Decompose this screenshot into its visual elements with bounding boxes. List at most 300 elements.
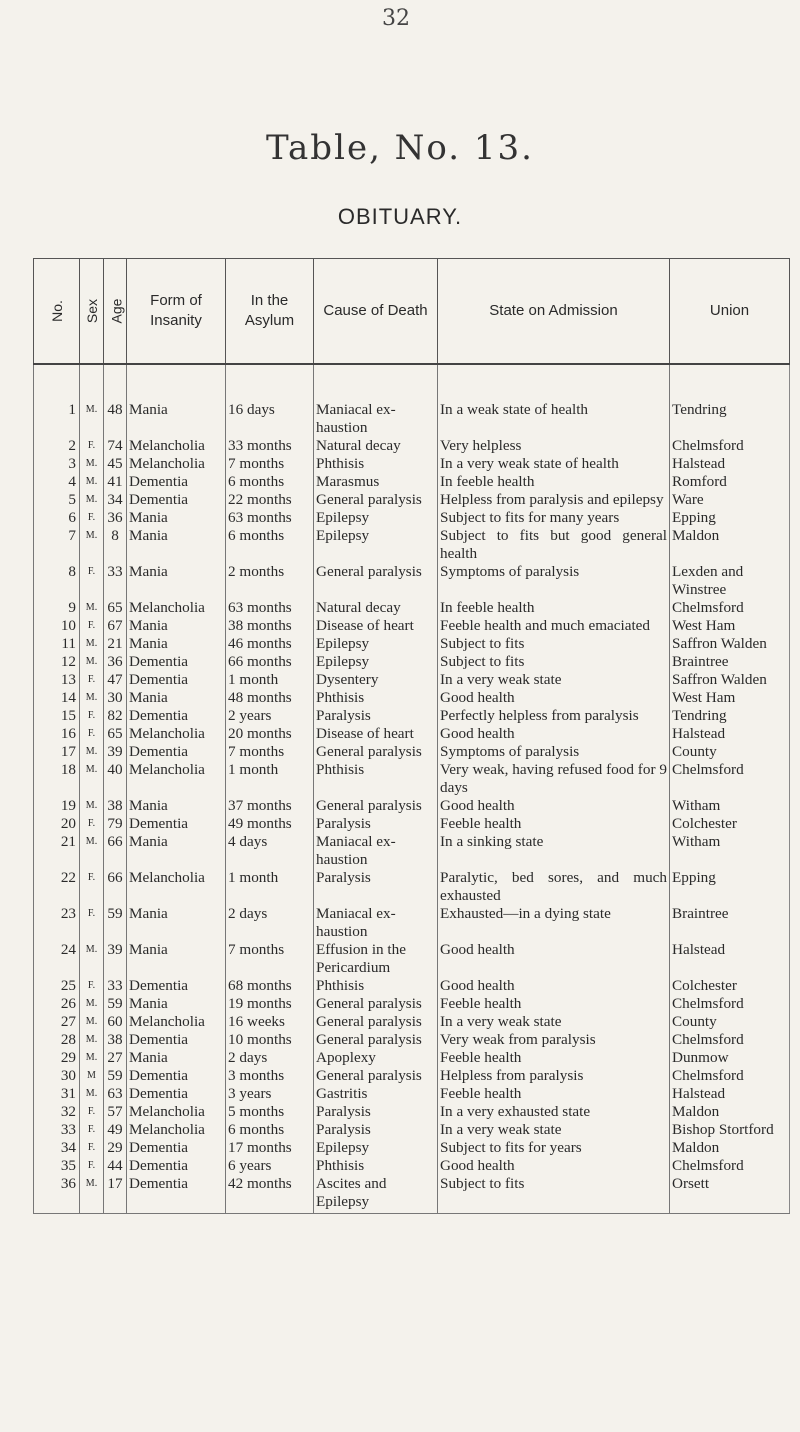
cell-state-on-admission: Good health — [438, 1157, 670, 1175]
cell-form-of-insanity: Melancholia — [127, 599, 226, 617]
cell-cause-of-death: Epilepsy — [314, 653, 438, 671]
cell-row-number: 2 — [34, 437, 80, 455]
cell-time-in-asylum: 7 months — [226, 743, 314, 761]
cell-row-number: 9 — [34, 599, 80, 617]
cell-state-on-admission: Helpless from paralysis — [438, 1067, 670, 1085]
cell-row-number: 22 — [34, 869, 80, 905]
cell-cause-of-death: Paralysis — [314, 815, 438, 833]
column-header-asylum: In the Asylum — [226, 259, 314, 365]
cell-form-of-insanity: Dementia — [127, 1085, 226, 1103]
cell-row-number: 23 — [34, 905, 80, 941]
cell-sex: F. — [80, 869, 104, 905]
table-row — [34, 527, 790, 563]
cell-row-number: 36 — [34, 1175, 80, 1214]
cell-union: County — [670, 743, 790, 761]
cell-age: 33 — [104, 563, 127, 599]
cell-form-of-insanity: Dementia — [127, 473, 226, 491]
cell-state-on-admission: In a weak state of health — [438, 364, 670, 437]
table-row — [34, 599, 790, 617]
cell-state-on-admission: Subject to fits but good general health — [438, 527, 670, 563]
cell-time-in-asylum: 3 years — [226, 1085, 314, 1103]
cell-union: Dunmow — [670, 1049, 790, 1067]
cell-union: Braintree — [670, 653, 790, 671]
cell-age: 33 — [104, 977, 127, 995]
cell-age: 63 — [104, 1085, 127, 1103]
table-row — [34, 671, 790, 689]
cell-age: 38 — [104, 1031, 127, 1049]
cell-row-number: 15 — [34, 707, 80, 725]
cell-age: 57 — [104, 1103, 127, 1121]
cell-row-number: 31 — [34, 1085, 80, 1103]
cell-row-number: 8 — [34, 563, 80, 599]
cell-form-of-insanity: Mania — [127, 617, 226, 635]
cell-time-in-asylum: 1 month — [226, 671, 314, 689]
cell-union: Ware — [670, 491, 790, 509]
table-row — [34, 1121, 790, 1139]
column-header-form: Form of Insanity — [127, 259, 226, 365]
cell-cause-of-death: Paralysis — [314, 707, 438, 725]
cell-sex: F. — [80, 1121, 104, 1139]
table-row — [34, 509, 790, 527]
cell-time-in-asylum: 42 months — [226, 1175, 314, 1214]
table-row — [34, 1067, 790, 1085]
table-row — [34, 707, 790, 725]
cell-time-in-asylum: 7 months — [226, 455, 314, 473]
cell-cause-of-death: Epilepsy — [314, 527, 438, 563]
cell-form-of-insanity: Dementia — [127, 707, 226, 725]
cell-form-of-insanity: Mania — [127, 833, 226, 869]
cell-time-in-asylum: 2 days — [226, 905, 314, 941]
cell-sex: F. — [80, 437, 104, 455]
cell-sex: F. — [80, 977, 104, 995]
cell-state-on-admission: Subject to fits — [438, 635, 670, 653]
table-row — [34, 491, 790, 509]
cell-union: Maldon — [670, 527, 790, 563]
cell-state-on-admission: Symptoms of paralysis — [438, 563, 670, 599]
cell-form-of-insanity: Dementia — [127, 743, 226, 761]
table-row — [34, 797, 790, 815]
cell-form-of-insanity: Dementia — [127, 491, 226, 509]
cell-form-of-insanity: Dementia — [127, 1139, 226, 1157]
table-row — [34, 869, 790, 905]
cell-state-on-admission: In feeble health — [438, 473, 670, 491]
cell-state-on-admission: Feeble health — [438, 1049, 670, 1067]
cell-time-in-asylum: 49 months — [226, 815, 314, 833]
cell-form-of-insanity: Melancholia — [127, 1013, 226, 1031]
column-header-age: Age — [104, 259, 127, 365]
cell-union: West Ham — [670, 689, 790, 707]
cell-row-number: 10 — [34, 617, 80, 635]
cell-union: Colchester — [670, 977, 790, 995]
table-row — [34, 1085, 790, 1103]
table-subheading: OBITUARY. — [337, 204, 463, 229]
cell-row-number: 17 — [34, 743, 80, 761]
cell-union: Chelmsford — [670, 1157, 790, 1175]
cell-sex: M. — [80, 1013, 104, 1031]
cell-cause-of-death: Maniacal ex-haustion — [314, 364, 438, 437]
cell-union: Maldon — [670, 1139, 790, 1157]
cell-cause-of-death: Paralysis — [314, 1121, 438, 1139]
cell-cause-of-death: Marasmus — [314, 473, 438, 491]
cell-age: 67 — [104, 617, 127, 635]
cell-age: 48 — [104, 364, 127, 437]
cell-age: 47 — [104, 671, 127, 689]
table-row — [34, 1157, 790, 1175]
column-header-union: Union — [670, 259, 790, 365]
cell-form-of-insanity: Mania — [127, 527, 226, 563]
cell-cause-of-death: Disease of heart — [314, 725, 438, 743]
cell-form-of-insanity: Melancholia — [127, 1121, 226, 1139]
cell-age: 41 — [104, 473, 127, 491]
cell-row-number: 12 — [34, 653, 80, 671]
cell-row-number: 20 — [34, 815, 80, 833]
cell-sex: F. — [80, 617, 104, 635]
page-number: 32 — [382, 6, 410, 31]
cell-age: 49 — [104, 1121, 127, 1139]
table-row — [34, 437, 790, 455]
cell-sex: M. — [80, 653, 104, 671]
table-body — [34, 364, 790, 1214]
cell-union: Saffron Walden — [670, 671, 790, 689]
cell-row-number: 24 — [34, 941, 80, 977]
table-row — [34, 815, 790, 833]
cell-sex: F. — [80, 563, 104, 599]
cell-form-of-insanity: Melancholia — [127, 725, 226, 743]
cell-form-of-insanity: Mania — [127, 689, 226, 707]
cell-form-of-insanity: Mania — [127, 635, 226, 653]
cell-cause-of-death: Phthisis — [314, 761, 438, 797]
cell-sex: F. — [80, 815, 104, 833]
cell-cause-of-death: Paralysis — [314, 869, 438, 905]
cell-age: 66 — [104, 869, 127, 905]
cell-row-number: 4 — [34, 473, 80, 491]
cell-form-of-insanity: Dementia — [127, 671, 226, 689]
cell-union: Halstead — [670, 1085, 790, 1103]
cell-time-in-asylum: 48 months — [226, 689, 314, 707]
cell-state-on-admission: Good health — [438, 977, 670, 995]
cell-state-on-admission: Helpless from paralysis and epilepsy — [438, 491, 670, 509]
cell-state-on-admission: Exhausted—in a dying state — [438, 905, 670, 941]
cell-form-of-insanity: Mania — [127, 941, 226, 977]
cell-row-number: 35 — [34, 1157, 80, 1175]
cell-union: Witham — [670, 797, 790, 815]
cell-form-of-insanity: Dementia — [127, 1157, 226, 1175]
cell-state-on-admission: Paralytic, bed sores, and much exhausted — [438, 869, 670, 905]
cell-time-in-asylum: 6 years — [226, 1157, 314, 1175]
cell-sex: M. — [80, 761, 104, 797]
cell-union: Chelmsford — [670, 761, 790, 797]
cell-age: 44 — [104, 1157, 127, 1175]
cell-cause-of-death: General paralysis — [314, 1031, 438, 1049]
cell-state-on-admission: Feeble health — [438, 1085, 670, 1103]
cell-form-of-insanity: Melancholia — [127, 455, 226, 473]
cell-time-in-asylum: 22 months — [226, 491, 314, 509]
cell-time-in-asylum: 66 months — [226, 653, 314, 671]
cell-age: 59 — [104, 1067, 127, 1085]
cell-sex: F. — [80, 707, 104, 725]
cell-state-on-admission: In feeble health — [438, 599, 670, 617]
cell-form-of-insanity: Dementia — [127, 653, 226, 671]
cell-union: Braintree — [670, 905, 790, 941]
cell-cause-of-death: Natural decay — [314, 599, 438, 617]
cell-time-in-asylum: 6 months — [226, 1121, 314, 1139]
cell-sex: F. — [80, 671, 104, 689]
obituary-table — [33, 258, 790, 1214]
cell-cause-of-death: Maniacal ex-haustion — [314, 833, 438, 869]
cell-time-in-asylum: 2 months — [226, 563, 314, 599]
cell-form-of-insanity: Mania — [127, 905, 226, 941]
cell-row-number: 11 — [34, 635, 80, 653]
cell-union: Saffron Walden — [670, 635, 790, 653]
cell-cause-of-death: Natural decay — [314, 437, 438, 455]
cell-state-on-admission: Subject to fits for many years — [438, 509, 670, 527]
cell-age: 60 — [104, 1013, 127, 1031]
cell-time-in-asylum: 68 months — [226, 977, 314, 995]
cell-state-on-admission: Very weak from paralysis — [438, 1031, 670, 1049]
cell-age: 45 — [104, 455, 127, 473]
cell-row-number: 14 — [34, 689, 80, 707]
cell-cause-of-death: Paralysis — [314, 1103, 438, 1121]
table-row — [34, 1031, 790, 1049]
cell-age: 59 — [104, 995, 127, 1013]
cell-age: 65 — [104, 725, 127, 743]
cell-age: 29 — [104, 1139, 127, 1157]
cell-age: 82 — [104, 707, 127, 725]
cell-age: 36 — [104, 653, 127, 671]
cell-age: 40 — [104, 761, 127, 797]
cell-form-of-insanity: Mania — [127, 563, 226, 599]
cell-age: 39 — [104, 941, 127, 977]
cell-form-of-insanity: Melancholia — [127, 761, 226, 797]
cell-sex: M. — [80, 1049, 104, 1067]
cell-union: Chelmsford — [670, 995, 790, 1013]
cell-cause-of-death: Phthisis — [314, 455, 438, 473]
cell-form-of-insanity: Melancholia — [127, 869, 226, 905]
cell-sex: M — [80, 1067, 104, 1085]
cell-union: Orsett — [670, 1175, 790, 1214]
table-row — [34, 1103, 790, 1121]
table-row — [34, 689, 790, 707]
cell-sex: M. — [80, 1031, 104, 1049]
cell-cause-of-death: Ascites and Epilepsy — [314, 1175, 438, 1214]
cell-cause-of-death: Phthisis — [314, 689, 438, 707]
cell-time-in-asylum: 2 years — [226, 707, 314, 725]
cell-time-in-asylum: 16 weeks — [226, 1013, 314, 1031]
cell-time-in-asylum: 63 months — [226, 509, 314, 527]
cell-row-number: 34 — [34, 1139, 80, 1157]
cell-row-number: 25 — [34, 977, 80, 995]
cell-time-in-asylum: 3 months — [226, 1067, 314, 1085]
cell-time-in-asylum: 19 months — [226, 995, 314, 1013]
cell-cause-of-death: Phthisis — [314, 1157, 438, 1175]
cell-time-in-asylum: 5 months — [226, 1103, 314, 1121]
cell-row-number: 29 — [34, 1049, 80, 1067]
table-row — [34, 1175, 790, 1214]
cell-state-on-admission: Subject to fits — [438, 653, 670, 671]
table-heading: Table, No. 13. — [266, 128, 534, 168]
cell-cause-of-death: Maniacal ex-haustion — [314, 905, 438, 941]
table-row — [34, 1139, 790, 1157]
cell-time-in-asylum: 38 months — [226, 617, 314, 635]
cell-union: Halstead — [670, 725, 790, 743]
cell-sex: M. — [80, 1175, 104, 1214]
cell-union: Chelmsford — [670, 599, 790, 617]
cell-age: 27 — [104, 1049, 127, 1067]
cell-union: West Ham — [670, 617, 790, 635]
cell-row-number: 7 — [34, 527, 80, 563]
cell-state-on-admission: Good health — [438, 725, 670, 743]
cell-sex: F. — [80, 1139, 104, 1157]
cell-age: 34 — [104, 491, 127, 509]
cell-state-on-admission: Symptoms of paralysis — [438, 743, 670, 761]
cell-row-number: 1 — [34, 364, 80, 437]
cell-union: Tendring — [670, 707, 790, 725]
cell-sex: F. — [80, 1103, 104, 1121]
cell-sex: M. — [80, 833, 104, 869]
cell-time-in-asylum: 10 months — [226, 1031, 314, 1049]
cell-sex: M. — [80, 743, 104, 761]
cell-union: Halstead — [670, 455, 790, 473]
cell-time-in-asylum: 6 months — [226, 473, 314, 491]
cell-cause-of-death: General paralysis — [314, 491, 438, 509]
cell-cause-of-death: Epilepsy — [314, 509, 438, 527]
cell-sex: M. — [80, 689, 104, 707]
cell-state-on-admission: Very weak, having refused food for 9 days — [438, 761, 670, 797]
cell-sex: M. — [80, 473, 104, 491]
cell-cause-of-death: Phthisis — [314, 977, 438, 995]
cell-sex: M. — [80, 364, 104, 437]
cell-cause-of-death: General paralysis — [314, 797, 438, 815]
cell-cause-of-death: Apoplexy — [314, 1049, 438, 1067]
cell-state-on-admission: In a very exhausted state — [438, 1103, 670, 1121]
table-row — [34, 455, 790, 473]
cell-state-on-admission: Feeble health — [438, 995, 670, 1013]
cell-sex: M. — [80, 635, 104, 653]
cell-sex: M. — [80, 527, 104, 563]
cell-union: Maldon — [670, 1103, 790, 1121]
cell-union: Witham — [670, 833, 790, 869]
cell-sex: M. — [80, 455, 104, 473]
cell-sex: F. — [80, 725, 104, 743]
cell-age: 8 — [104, 527, 127, 563]
cell-sex: F. — [80, 509, 104, 527]
cell-row-number: 19 — [34, 797, 80, 815]
cell-age: 30 — [104, 689, 127, 707]
table-row — [34, 725, 790, 743]
cell-cause-of-death: Gastritis — [314, 1085, 438, 1103]
cell-sex: M. — [80, 941, 104, 977]
cell-cause-of-death: General paralysis — [314, 995, 438, 1013]
cell-form-of-insanity: Dementia — [127, 1031, 226, 1049]
cell-time-in-asylum: 4 days — [226, 833, 314, 869]
cell-time-in-asylum: 33 months — [226, 437, 314, 455]
cell-union: Chelmsford — [670, 437, 790, 455]
cell-cause-of-death: General paralysis — [314, 563, 438, 599]
cell-cause-of-death: Dysentery — [314, 671, 438, 689]
cell-cause-of-death: Epilepsy — [314, 1139, 438, 1157]
cell-sex: M. — [80, 1085, 104, 1103]
column-header-sex: Sex — [80, 259, 104, 365]
cell-form-of-insanity: Dementia — [127, 1067, 226, 1085]
cell-sex: M. — [80, 797, 104, 815]
cell-state-on-admission: Feeble health and much emaciated — [438, 617, 670, 635]
table-row — [34, 941, 790, 977]
cell-row-number: 30 — [34, 1067, 80, 1085]
cell-state-on-admission: In a very weak state — [438, 671, 670, 689]
table-row — [34, 833, 790, 869]
cell-age: 39 — [104, 743, 127, 761]
cell-form-of-insanity: Melancholia — [127, 1103, 226, 1121]
cell-age: 36 — [104, 509, 127, 527]
cell-state-on-admission: Good health — [438, 689, 670, 707]
table-row — [34, 563, 790, 599]
cell-union: Romford — [670, 473, 790, 491]
cell-age: 21 — [104, 635, 127, 653]
column-header-no: No. — [34, 259, 80, 365]
cell-row-number: 21 — [34, 833, 80, 869]
cell-cause-of-death: Effusion in the Pericardium — [314, 941, 438, 977]
cell-time-in-asylum: 37 months — [226, 797, 314, 815]
cell-form-of-insanity: Dementia — [127, 1175, 226, 1214]
cell-state-on-admission: In a sinking state — [438, 833, 670, 869]
cell-state-on-admission: In a very weak state — [438, 1121, 670, 1139]
table-row — [34, 995, 790, 1013]
cell-row-number: 27 — [34, 1013, 80, 1031]
cell-state-on-admission: In a very weak state of health — [438, 455, 670, 473]
table-row — [34, 743, 790, 761]
cell-row-number: 16 — [34, 725, 80, 743]
cell-time-in-asylum: 20 months — [226, 725, 314, 743]
cell-row-number: 18 — [34, 761, 80, 797]
cell-age: 66 — [104, 833, 127, 869]
cell-row-number: 33 — [34, 1121, 80, 1139]
cell-cause-of-death: Epilepsy — [314, 635, 438, 653]
cell-form-of-insanity: Dementia — [127, 815, 226, 833]
cell-union: Chelmsford — [670, 1067, 790, 1085]
cell-state-on-admission: Perfectly helpless from paralysis — [438, 707, 670, 725]
cell-state-on-admission: Good health — [438, 941, 670, 977]
cell-time-in-asylum: 1 month — [226, 761, 314, 797]
cell-row-number: 32 — [34, 1103, 80, 1121]
table-row — [34, 761, 790, 797]
cell-form-of-insanity: Mania — [127, 509, 226, 527]
cell-form-of-insanity: Mania — [127, 1049, 226, 1067]
table-row — [34, 977, 790, 995]
cell-row-number: 3 — [34, 455, 80, 473]
cell-row-number: 26 — [34, 995, 80, 1013]
cell-age: 65 — [104, 599, 127, 617]
cell-union: Tendring — [670, 364, 790, 437]
column-header-state: State on Admission — [438, 259, 670, 365]
cell-union: Lexden and Winstree — [670, 563, 790, 599]
cell-age: 17 — [104, 1175, 127, 1214]
cell-row-number: 5 — [34, 491, 80, 509]
cell-form-of-insanity: Melancholia — [127, 437, 226, 455]
column-header-cause: Cause of Death — [314, 259, 438, 365]
cell-state-on-admission: Subject to fits for years — [438, 1139, 670, 1157]
cell-form-of-insanity: Mania — [127, 797, 226, 815]
cell-time-in-asylum: 1 month — [226, 869, 314, 905]
cell-union: Chelmsford — [670, 1031, 790, 1049]
cell-sex: M. — [80, 491, 104, 509]
table-row — [34, 473, 790, 491]
cell-time-in-asylum: 63 months — [226, 599, 314, 617]
cell-sex: F. — [80, 905, 104, 941]
cell-union: Colchester — [670, 815, 790, 833]
cell-state-on-admission: In a very weak state — [438, 1013, 670, 1031]
cell-union: Halstead — [670, 941, 790, 977]
cell-cause-of-death: General paralysis — [314, 1067, 438, 1085]
